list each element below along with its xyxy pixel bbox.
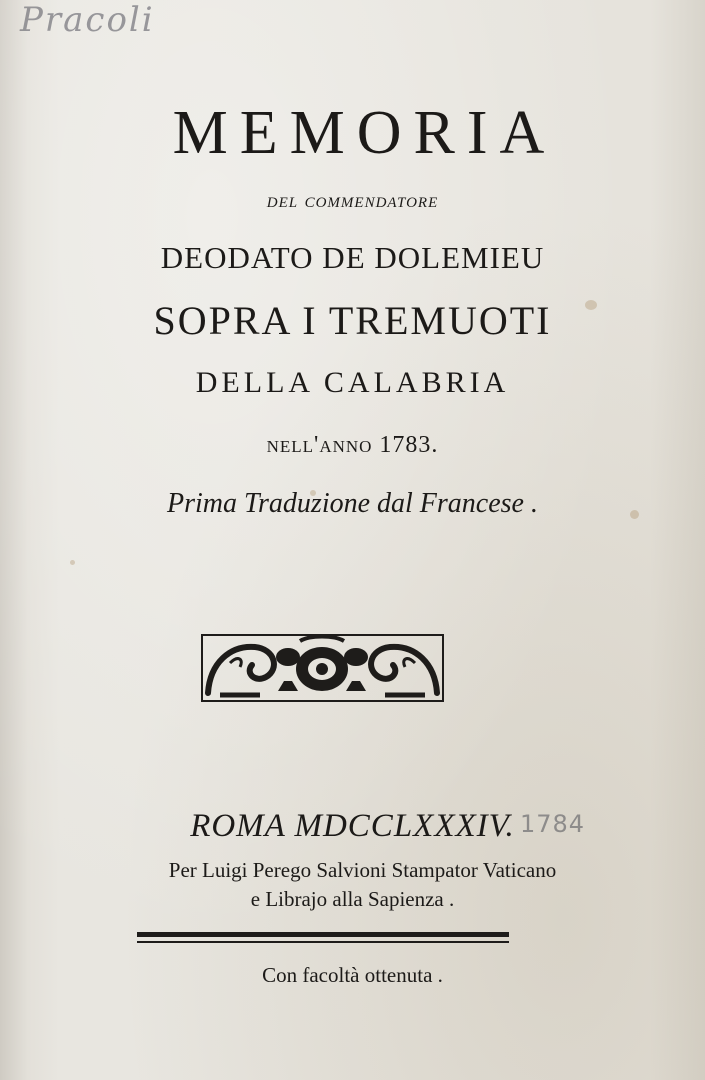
imprint-printer-line-1: Per Luigi Perego Salvioni Stampator Vaticano [168, 858, 557, 882]
foxing-spot [70, 560, 75, 565]
title-del: del commendatore [266, 187, 439, 212]
double-rule [137, 932, 509, 946]
privilege-line: Con facoltà ottenuta . [262, 963, 443, 987]
imprint-place-date: ROMA MDCCLXXXIV. [190, 808, 515, 844]
title-subject: SOPRA I TREMUOTI [153, 298, 552, 343]
title-year: nell'anno 1783. [266, 432, 439, 458]
pencil-note: 1784 [520, 810, 586, 838]
printers-ornament [200, 633, 445, 703]
title-author: DEODATO DE DOLEMIEU [160, 240, 545, 275]
rule-thick [137, 932, 509, 937]
title-region: DELLA CALABRIA [195, 366, 510, 399]
rule-thin [137, 941, 509, 943]
translation-note: Prima Traduzione dal Francese . [167, 488, 538, 519]
handwritten-note: Pracoli [20, 0, 155, 40]
imprint-printer-line-2: e Librajo alla Sapienza . [250, 887, 455, 911]
title-main: MEMORIA [172, 99, 557, 167]
